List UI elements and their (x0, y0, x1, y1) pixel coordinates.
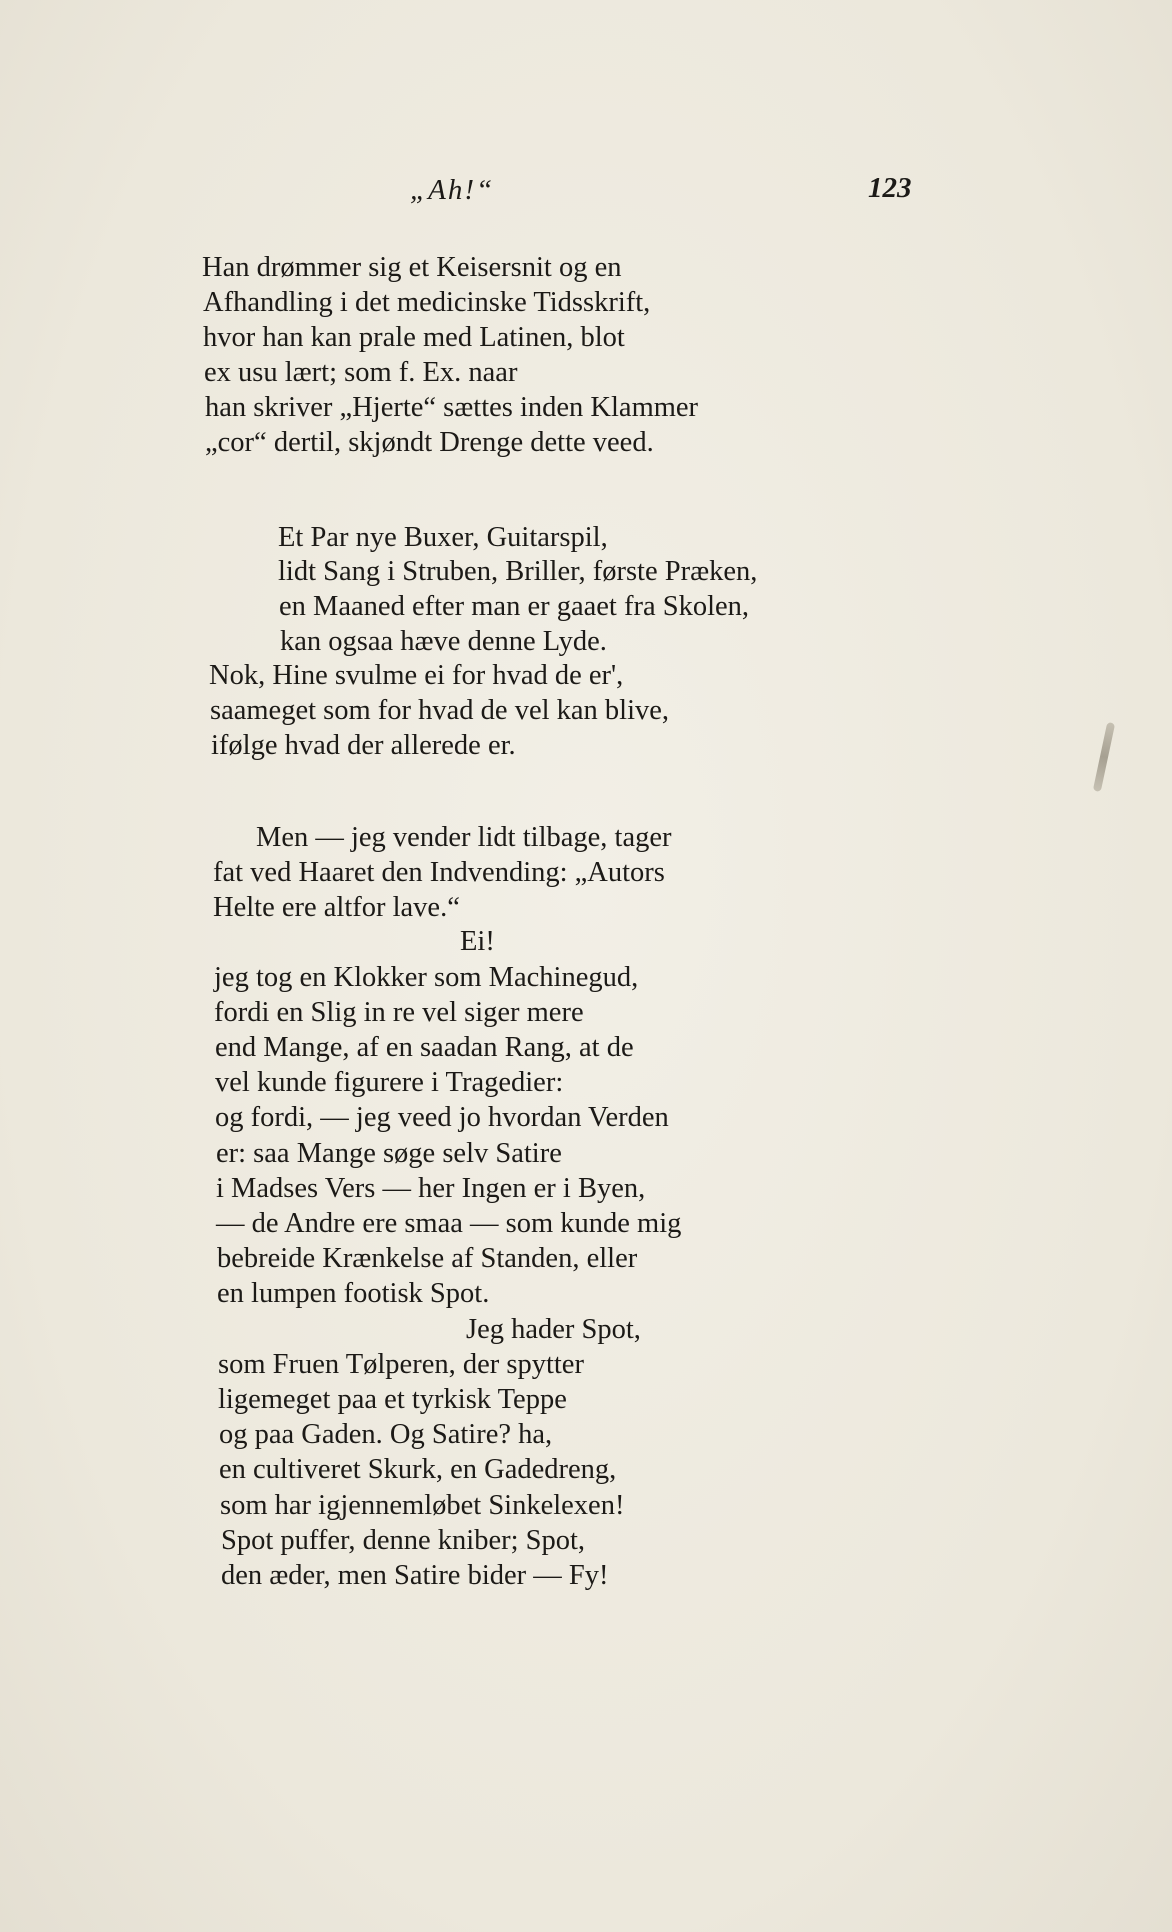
poem-line: Spot puffer, denne kniber; Spot, (221, 1525, 586, 1556)
poem-line: Afhandling i det medicinske Tidsskrift, (203, 287, 651, 318)
poem-line: ligemeget paa et tyrkisk Teppe (218, 1384, 567, 1415)
poem-line: som Fruen Tølperen, der spytter (218, 1349, 584, 1380)
poem-line: „cor“ dertil, skjøndt Drenge dette veed. (205, 427, 654, 458)
poem-line: i Madses Vers — her Ingen er i Byen, (216, 1173, 646, 1204)
poem-line: og fordi, — jeg veed jo hvordan Verden (215, 1102, 669, 1133)
paper-smudge (1093, 722, 1115, 792)
poem-line: han skriver „Hjerte“ sættes inden Klammer (205, 392, 699, 423)
poem-line: lidt Sang i Struben, Briller, første Præken, (278, 556, 758, 587)
poem-line: kan ogsaa hæve denne Lyde. (280, 626, 607, 657)
poem-line: Han drømmer sig et Keisersnit og en (202, 252, 622, 283)
poem-line: — de Andre ere smaa — som kunde mig (216, 1208, 682, 1239)
running-title: „Ah!“ (410, 174, 495, 206)
poem-line: fat ved Haaret den Indvending: „Autors (213, 857, 665, 888)
poem-line: fordi en Slig in re vel siger mere (214, 997, 584, 1028)
poem-line: ex usu lært; som f. Ex. naar (204, 357, 518, 388)
poem-line: og paa Gaden. Og Satire? ha, (219, 1419, 553, 1450)
poem-line: end Mange, af en saadan Rang, at de (215, 1032, 634, 1063)
poem-line: jeg tog en Klokker som Machinegud, (214, 962, 639, 993)
poem-line: ifølge hvad der allerede er. (211, 730, 516, 761)
poem-line: en lumpen footisk Spot. (217, 1278, 490, 1309)
poem-line: en Maaned efter man er gaaet fra Skolen, (279, 591, 750, 622)
page-number: 123 (868, 172, 912, 204)
poem-line: vel kunde figurere i Tragedier: (215, 1067, 564, 1098)
poem-line: en cultiveret Skurk, en Gadedreng, (219, 1454, 617, 1485)
poem-line: som har igjennemløbet Sinkelexen! (220, 1490, 625, 1521)
poem-line: saameget som for hvad de vel kan blive, (210, 695, 670, 726)
poem-line: er: saa Mange søge selv Satire (216, 1138, 562, 1169)
poem-line: Et Par nye Buxer, Guitarspil, (278, 522, 608, 553)
poem-line: Men — jeg vender lidt tilbage, tager (256, 822, 672, 853)
poem-line: hvor han kan prale med Latinen, blot (203, 322, 625, 353)
poem-line: bebreide Krænkelse af Standen, eller (217, 1243, 638, 1274)
poem-line: Helte ere altfor lave.“ (213, 892, 460, 923)
poem-line: Jeg hader Spot, (466, 1314, 641, 1345)
poem-line: Ei! (460, 926, 495, 957)
poem-line: Nok, Hine svulme ei for hvad de er', (209, 660, 624, 691)
poem-line: den æder, men Satire bider — Fy! (221, 1560, 609, 1591)
